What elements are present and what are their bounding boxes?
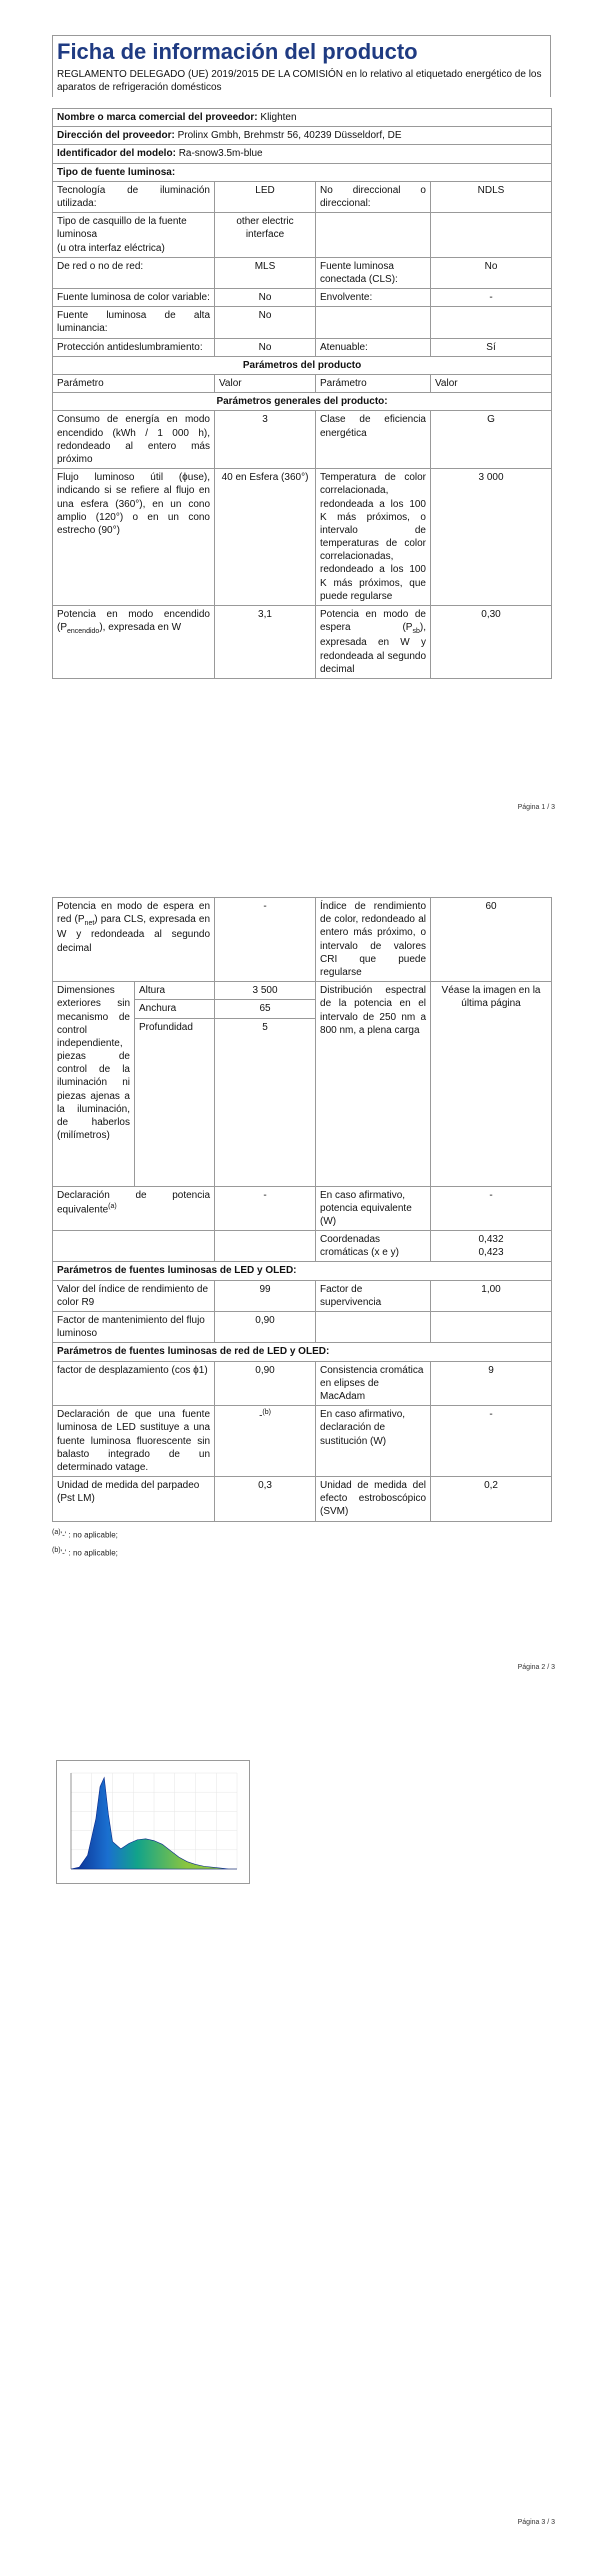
page-1 xyxy=(0,0,603,840)
cell-label: Temperatura de color correlacionada, redondeada a los 100 K más próximos, o intervalo de temperaturas de color correlacionadas, redondeado a los 100 K más próximos, que puede regularse xyxy=(316,469,431,606)
page-3 xyxy=(0,1680,603,2560)
cell-empty xyxy=(316,307,431,338)
cell-label: Fuente luminosa conectada (CLS): xyxy=(316,257,431,288)
params-header-row xyxy=(53,375,552,393)
table-row xyxy=(53,338,552,356)
cell-value: 1,00 xyxy=(431,1280,552,1311)
dimension-value: 65 xyxy=(215,1000,316,1018)
cell-value: - xyxy=(431,1186,552,1231)
label-subscript: encendido xyxy=(67,628,100,636)
cell-value: G xyxy=(431,411,552,469)
cell-label: factor de desplazamiento (cos ϕ1) xyxy=(53,1361,215,1406)
title-block xyxy=(52,35,551,97)
column-header: Parámetro xyxy=(316,375,431,393)
cell-label xyxy=(53,1186,215,1231)
cell-label: Flujo luminoso útil (ϕuse), indicando si se refiere al flujo en una esfera (360°), en un cono amplio (120°) o en un cono estrecho (90°) xyxy=(53,469,215,606)
led-section-header: Parámetros de fuentes luminosas de LED y OLED: xyxy=(53,1262,552,1280)
cell-value: - xyxy=(215,898,316,982)
cell-label: No direccional o direccional: xyxy=(316,181,431,212)
cell-label: Fuente luminosa de alta luminancia: xyxy=(53,307,215,338)
supplier-address-value: Prolinx Gmbh, Brehmstr 56, 40239 Düsseldorf, DE xyxy=(177,130,402,142)
supplier-address-row xyxy=(53,127,552,145)
footnote-b xyxy=(52,1546,118,1559)
label-part: Declaración de potencia equivalente xyxy=(57,1189,211,1216)
cell-value: 3 xyxy=(215,411,316,469)
dimension-name: Profundidad xyxy=(135,1018,215,1186)
label-part: Potencia en modo de espera en red (P xyxy=(57,901,211,926)
cell-label xyxy=(53,606,215,679)
spectral-distribution-chart xyxy=(56,1760,250,1884)
label-subscript: sb xyxy=(412,628,420,636)
footnote-text: '-' : no aplicable; xyxy=(60,1548,118,1558)
table-row xyxy=(53,181,552,212)
label-part: ), expresada en W y redondeada al segundo decimal xyxy=(320,622,426,675)
cell-empty xyxy=(316,1312,431,1343)
cell-value: 3 000 xyxy=(431,469,552,606)
cell-label: En caso afirmativo, declaración de sustitución (W) xyxy=(316,1406,431,1477)
table-row xyxy=(53,307,552,338)
table-row xyxy=(53,1186,552,1231)
column-header: Valor xyxy=(431,375,552,393)
footnote-text: '-' : no aplicable; xyxy=(60,1530,118,1540)
table-row xyxy=(53,1231,552,1262)
led-section-row xyxy=(53,1262,552,1280)
table-row xyxy=(53,606,552,679)
label-part: ) para CLS, expresada en W y redondeada al segundo decimal xyxy=(57,914,211,954)
chroma-y: 0,423 xyxy=(478,1247,504,1259)
supplier-name-value: Klighten xyxy=(260,112,297,123)
cell-value: 40 en Esfera (360°) xyxy=(215,469,316,606)
supplier-name-row xyxy=(53,109,552,127)
cell-value: 0,3 xyxy=(215,1477,316,1522)
product-info-table-continued xyxy=(52,897,552,1522)
cell-label xyxy=(53,213,215,258)
cell-value: No xyxy=(215,289,316,307)
cell-value: LED xyxy=(215,181,316,212)
cell-label: Factor de mantenimiento del flujo luminoso xyxy=(53,1312,215,1343)
cell-empty xyxy=(431,1312,552,1343)
cell-value: 99 xyxy=(215,1280,316,1311)
cell-value: - xyxy=(215,1186,316,1231)
product-info-table xyxy=(52,108,552,679)
table-row xyxy=(53,1361,552,1406)
footnote-a xyxy=(52,1528,118,1541)
cell-value: 3,1 xyxy=(215,606,316,679)
cell-empty xyxy=(431,307,552,338)
general-section-row xyxy=(53,393,552,411)
dimension-name: Anchura xyxy=(135,1000,215,1018)
table-row xyxy=(53,213,552,258)
cell-label: Protección antideslumbramiento: xyxy=(53,338,215,356)
page-number: Página 2 / 3 xyxy=(517,1664,555,1671)
table-row xyxy=(53,1280,552,1311)
footnote-ref: (b) xyxy=(262,1409,271,1417)
cell-value: No xyxy=(431,257,552,288)
cell-value: No xyxy=(215,307,316,338)
cell-label: Consumo de energía en modo encendido (kWh / 1 000 h), redondeado al entero más próximo xyxy=(53,411,215,469)
type-header: Tipo de fuente luminosa: xyxy=(53,163,552,181)
chroma-x: 0,432 xyxy=(478,1234,504,1246)
table-row xyxy=(53,1406,552,1477)
cell-label: Envolvente: xyxy=(316,289,431,307)
cell-empty xyxy=(215,1231,316,1262)
cell-label xyxy=(316,606,431,679)
mains-section-row xyxy=(53,1343,552,1361)
cell-value: 9 xyxy=(431,1361,552,1406)
table-row xyxy=(53,982,552,1000)
type-header-row xyxy=(53,163,552,181)
table-row xyxy=(53,289,552,307)
dimensions-label: Dimensiones exteriores sin mecanismo de control independiente, piezas de control de la iluminación ni piezas ajenas a la iluminación, de haberlos (milímetros) xyxy=(53,982,135,1186)
cell-empty xyxy=(431,213,552,258)
cell-value xyxy=(431,1231,552,1262)
cell-value: 0,90 xyxy=(215,1312,316,1343)
dimension-value: 3 500 xyxy=(215,982,316,1000)
cell-value: 0,2 xyxy=(431,1477,552,1522)
cell-value: 0,90 xyxy=(215,1361,316,1406)
table-row xyxy=(53,1477,552,1522)
supplier-address-label: Dirección del proveedor: xyxy=(57,130,175,142)
general-section-header: Parámetros generales del producto: xyxy=(53,393,552,411)
spectrum-svg xyxy=(57,1761,249,1883)
dimension-name: Altura xyxy=(135,982,215,1000)
cell-value: 0,30 xyxy=(431,606,552,679)
table-row xyxy=(53,1312,552,1343)
cell-value: - xyxy=(431,1406,552,1477)
cell-label: Valor del índice de rendimiento de color R9 xyxy=(53,1280,215,1311)
cell-label: Clase de eficiencia energética xyxy=(316,411,431,469)
cell-label: Atenuable: xyxy=(316,338,431,356)
footnote-ref: (a) xyxy=(108,1202,117,1210)
page-title: Ficha de información del producto xyxy=(57,39,418,64)
cell-label: Declaración de que una fuente luminosa de LED sustituye a una fuente luminosa fluorescente sin balasto integrado de un determinado vatage. xyxy=(53,1406,215,1477)
cell-empty xyxy=(53,1231,215,1262)
cell-empty xyxy=(316,213,431,258)
cap-type-label: Tipo de casquillo de la fuente luminosa xyxy=(57,216,187,241)
mains-section-header: Parámetros de fuentes luminosas de red de LED y OLED: xyxy=(53,1343,552,1361)
table-row xyxy=(53,898,552,982)
label-part: Potencia en modo encendido (P xyxy=(57,609,210,634)
page-2 xyxy=(0,840,603,1680)
model-row xyxy=(53,145,552,163)
column-header: Valor xyxy=(215,375,316,393)
cell-label: De red o no de red: xyxy=(53,257,215,288)
column-header: Parámetro xyxy=(53,375,215,393)
params-section-row xyxy=(53,356,552,374)
label-subscript: net xyxy=(84,920,95,928)
cell-label: Fuente luminosa de color variable: xyxy=(53,289,215,307)
table-row xyxy=(53,411,552,469)
cell-label: Distribución espectral de la potencia en el intervalo de 250 nm a 800 nm, a plena carga xyxy=(316,982,431,1186)
cell-label xyxy=(53,898,215,982)
cell-label: Índice de rendimiento de color, redondeado al entero más próximo, o intervalo de valores CRI que puede regularse xyxy=(316,898,431,982)
cap-type-note: (u otra interfaz eléctrica) xyxy=(57,242,165,254)
cell-value: 60 xyxy=(431,898,552,982)
regulation-text: REGLAMENTO DELEGADO (UE) 2019/2015 DE LA COMISIÓN en lo relativo al etiquetado energético de los aparatos de refrigeración domésticos xyxy=(57,68,542,93)
cell-label: En caso afirmativo, potencia equivalente (W) xyxy=(316,1186,431,1231)
table-row xyxy=(53,257,552,288)
label-part: ), expresada en W xyxy=(99,622,182,634)
cell-value: No xyxy=(215,338,316,356)
footnote-marker: (a) xyxy=(52,1529,61,1536)
cell-label: Unidad de medida del efecto estroboscópico (SVM) xyxy=(316,1477,431,1522)
cell-value: - xyxy=(431,289,552,307)
dimension-value: 5 xyxy=(215,1018,316,1186)
cell-value: MLS xyxy=(215,257,316,288)
model-label: Identificador del modelo: xyxy=(57,148,176,160)
supplier-name-label: Nombre o marca comercial del proveedor: xyxy=(57,112,258,123)
cell-value: Véase la imagen en la última página xyxy=(431,982,552,1186)
footnote-marker: (b) xyxy=(52,1547,61,1554)
cell-label: Unidad de medida del parpadeo (Pst LM) xyxy=(53,1477,215,1522)
cell-value xyxy=(215,1406,316,1477)
page-number: Página 3 / 3 xyxy=(517,2519,555,2526)
cell-label: Consistencia cromática en elipses de MacAdam xyxy=(316,1361,431,1406)
cell-value: Sí xyxy=(431,338,552,356)
value-text: - xyxy=(259,1410,263,1422)
label-part: Potencia en modo de espera (P xyxy=(320,609,426,634)
cell-value: NDLS xyxy=(431,181,552,212)
cell-label: Tecnología de iluminación utilizada: xyxy=(53,181,215,212)
table-row xyxy=(53,469,552,606)
model-value: Ra-snow3.5m-blue xyxy=(178,148,263,160)
params-section-header: Parámetros del producto xyxy=(53,356,552,374)
page-number: Página 1 / 3 xyxy=(517,804,555,811)
cell-value: other electric interface xyxy=(215,213,316,258)
cell-label: Coordenadas cromáticas (x e y) xyxy=(316,1231,431,1262)
cell-label: Factor de supervivencia xyxy=(316,1280,431,1311)
